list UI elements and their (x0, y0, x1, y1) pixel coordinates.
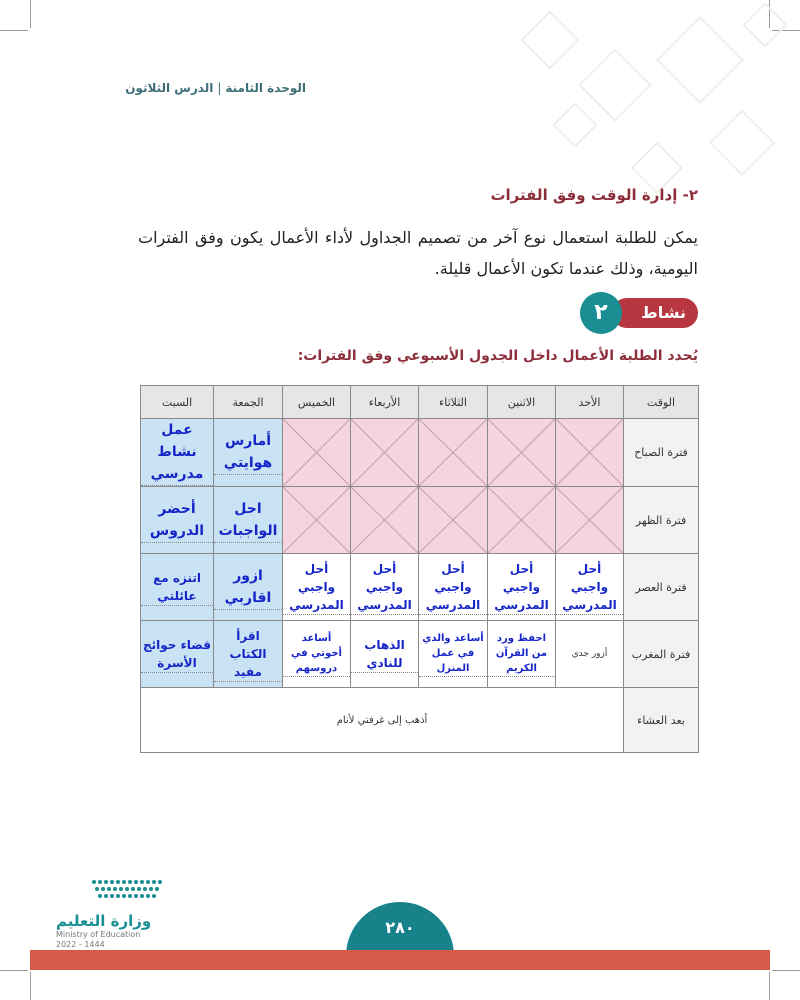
ministry-logo (54, 878, 174, 958)
section-title: ٢- إدارة الوقت وفق الفترات (490, 186, 698, 204)
entry-cell[interactable] (556, 621, 624, 688)
col-header-saturday: السبت (141, 386, 214, 419)
handwritten-entry: أحل واجبي المدرسي (351, 560, 418, 615)
handwritten-entry: أحل واجبي المدرسي (488, 560, 555, 615)
crossed-cell (283, 419, 351, 487)
table-row (141, 621, 699, 688)
period-label: فترة الصباح (624, 419, 699, 487)
handwritten-entry: أساعد والدي في عمل المنزل (419, 631, 487, 677)
activity-badge (580, 292, 698, 334)
entry-cell[interactable] (141, 621, 214, 688)
col-header-thursday: الخميس (283, 386, 351, 419)
handwritten-entry: ازور اقاربي (214, 565, 282, 610)
handwritten-entry: قضاء حوائج الأسرة (141, 636, 213, 673)
col-header-time: الوقت (624, 386, 699, 419)
entry-cell[interactable] (214, 419, 283, 487)
entry-cell[interactable] (488, 554, 556, 621)
ministry-name-en: Ministry of Education (56, 930, 141, 939)
page-number: ٢٨٠ (346, 902, 454, 962)
printed-entry: أذهب إلى غرفتي لأنام (336, 714, 428, 726)
handwritten-entry: أحل واجبي المدرسي (419, 560, 487, 615)
handwritten-entry: أمارس هوايتي (214, 430, 282, 475)
crop-mark (30, 0, 31, 28)
col-header-tuesday: الثلاثاء (419, 386, 488, 419)
handwritten-entry: أحل واجبي المدرسي (556, 560, 623, 615)
handwritten-entry: أساعد أخوتي في دروسهم (283, 631, 350, 677)
logo-dots-icon (54, 878, 174, 910)
handwritten-entry: اقرأ الكتاب مفيد (214, 627, 282, 682)
crossed-cell (419, 419, 488, 487)
crop-mark (30, 972, 31, 1000)
crop-mark (769, 972, 770, 1000)
handwritten-entry: الذهاب للنادي (351, 636, 418, 673)
entry-cell[interactable] (351, 621, 419, 688)
table-row (141, 554, 699, 621)
weekly-schedule-table (140, 385, 699, 753)
crossed-cell (488, 419, 556, 487)
col-header-friday: الجمعة (214, 386, 283, 419)
entry-cell[interactable] (214, 554, 283, 621)
handwritten-entry: عمل نشاط مدرسي (141, 419, 213, 486)
entry-cell[interactable] (214, 621, 283, 688)
table-header-row (141, 386, 699, 419)
entry-cell[interactable] (283, 554, 351, 621)
handwritten-entry: احل الواجبات (214, 498, 282, 543)
crossed-cell (419, 487, 488, 554)
printed-entry: أزور جدي (571, 649, 608, 659)
activity-instruction: يُحدد الطلبة الأعمال داخل الجدول الأسبوعي وفق الفترات: (297, 348, 698, 364)
entry-cell[interactable] (214, 487, 283, 554)
lesson-label: الدرس الثلاثون (125, 81, 214, 95)
table-row (141, 419, 699, 487)
col-header-sunday: الأحد (556, 386, 624, 419)
crossed-cell (556, 419, 624, 487)
table-row (141, 688, 699, 753)
crop-mark (0, 970, 28, 971)
crossed-cell (351, 487, 419, 554)
entry-cell[interactable] (141, 419, 214, 487)
period-label: بعد العشاء (624, 688, 699, 753)
period-label: فترة العصر (624, 554, 699, 621)
entry-cell[interactable] (488, 621, 556, 688)
handwritten-entry: أحل واجبي المدرسي (283, 560, 350, 615)
col-header-monday: الاثنين (488, 386, 556, 419)
crop-mark (0, 30, 28, 31)
entry-cell[interactable] (283, 621, 351, 688)
section-paragraph: يمكن للطلبة استعمال نوع آخر من تصميم الجداول لأداء الأعمال يكون وفق الفترات اليومية، وذلك عندما تكون الأعمال قليلة. (138, 228, 698, 278)
unit-label: الوحدة الثامنة (225, 81, 306, 95)
crossed-cell (488, 487, 556, 554)
page-header (125, 81, 306, 95)
col-header-wednesday: الأربعاء (351, 386, 419, 419)
activity-label: نشاط (612, 298, 698, 328)
entry-cell[interactable] (556, 554, 624, 621)
entry-cell[interactable] (419, 554, 488, 621)
handwritten-entry: احفظ ورد من القرآن الكريم (488, 631, 555, 677)
footer-bar (30, 950, 770, 970)
crossed-cell (283, 487, 351, 554)
activity-number: ٢ (580, 292, 622, 334)
table-row (141, 487, 699, 554)
entry-cell[interactable] (419, 621, 488, 688)
header-separator: | (217, 81, 222, 95)
handwritten-entry: أحضر الدروس (141, 498, 213, 543)
period-label: فترة الظهر (624, 487, 699, 554)
entry-cell[interactable] (351, 554, 419, 621)
entry-cell[interactable] (141, 688, 624, 753)
crop-mark (772, 970, 800, 971)
period-label: فترة المغرب (624, 621, 699, 688)
crossed-cell (556, 487, 624, 554)
ministry-name-ar: وزارة التعليم (56, 912, 152, 930)
handwritten-entry: اتنزه مع عائلتي (141, 569, 213, 606)
entry-cell[interactable] (141, 554, 214, 621)
crossed-cell (351, 419, 419, 487)
entry-cell[interactable] (141, 487, 214, 554)
edition-year: 2022 - 1444 (56, 940, 105, 949)
